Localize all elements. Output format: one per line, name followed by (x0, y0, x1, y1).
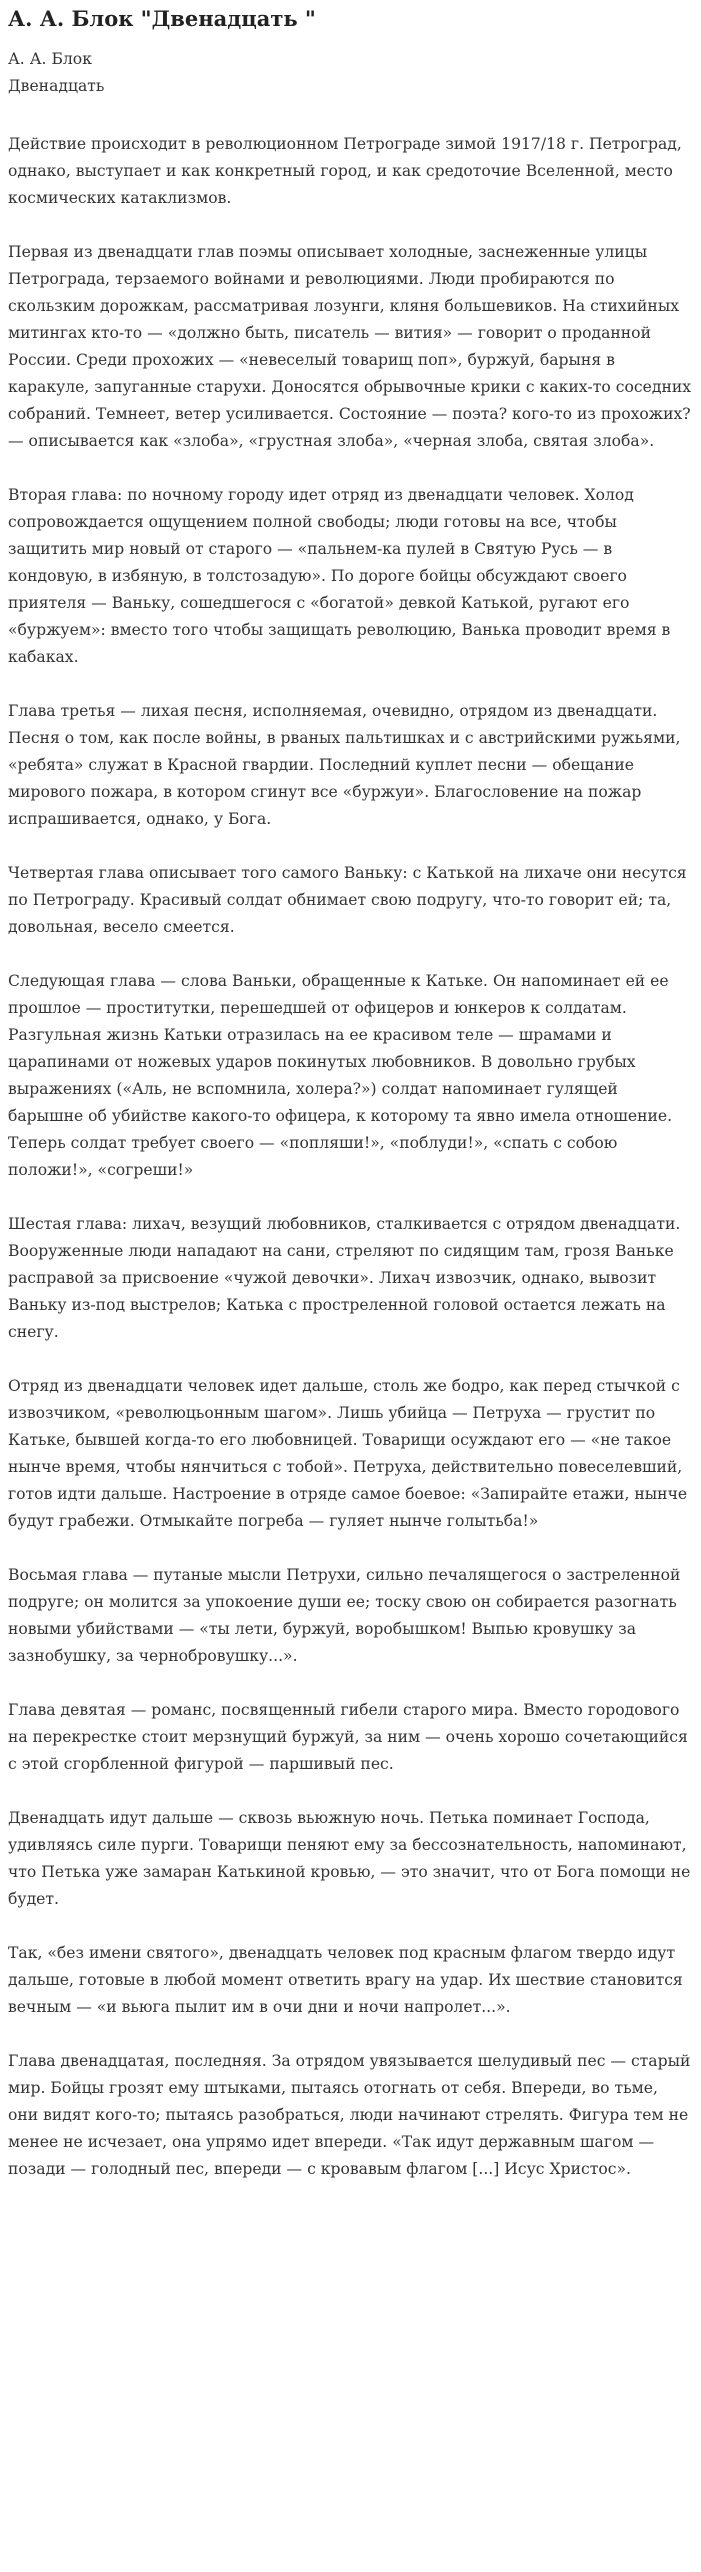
summary-paragraph: Четвертая глава описывает того самого Ваньку: с Катькой на лихаче они несутся по Петрограду. Красивый солдат обнимает свою подругу, что-то говорит ей; та, довольная, весело смеется. (8, 864, 687, 936)
summary-paragraph: Глава девятая — романс, посвященный гибели старого мира. Вместо городового на перекрестке стоит мерзнущий буржуй, за ним — очень хорошо сочетающийся с этой сгорбленной фигурой — паршивый пес. (8, 1701, 688, 1773)
page-title: А. А. Блок "Двенадцать " (8, 6, 316, 31)
summary-paragraph: Следующая глава — слова Ваньки, обращенные к Катьке. Он напоминает ей ее прошлое — проститутки, перешедшей от офицеров и юнкеров к солдатам. Разгульная жизнь Катьки отразилась на ее красивом теле — шрамами и царапинами от ножевых ударов покинутых любовников. В довольно грубых выражениях («Аль, не вспомнила, холера?») солдат напоминает гулящей барышне об убийстве какого-то офицера, к которому та явно имела отношение. Теперь солдат требует своего — «попляши!», «поблуди!», «спать с собою положи!», «согреши!» (8, 972, 673, 1179)
summary-paragraph: Отряд из двенадцати человек идет дальше, столь же бодро, как перед стычкой с извозчиком, «революцьонным шагом». Лишь убийца — Петруха — грустит по Катьке, бывшей когда-то его любовницей. Товарищи осуждают его — «не такое нынче время, чтобы нянчиться с тобой». Петруха, действительно повеселевший, готов идти дальше. Настроение в отряде самое боевое: «Запирайте етажи, нынче будут грабежи. Отмыкайте погреба — гуляет нынче голытьба!» (8, 1377, 688, 1530)
summary-body (8, 131, 693, 2183)
summary-paragraph: Так, «без имени святого», двенадцать человек под красным флагом твердо идут дальше, готовые в любой момент ответить врагу на удар. Их шествие становится вечным — «и вьюга пылит им в очи дни и ночи напролет...». (8, 1944, 683, 2016)
summary-paragraph: Восьмая глава — путаные мысли Петрухи, сильно печалящегося о застреленной подруге; он молится за упокоение души ее; тоску свою он собирается разогнать новыми убийствами — «ты лети, буржуй, воробышком! Выпью кровушку за зазнобушку, за чернобровушку...». (8, 1566, 681, 1665)
author-line: А. А. Блок (8, 50, 92, 68)
summary-paragraph: Двенадцать идут дальше — сквозь вьюжную ночь. Петька поминает Господа, удивляясь силе пурги. Товарищи пеняют ему за бессознательность, напоминают, что Петька уже замаран Катькиной кровью, — это значит, что от Бога помощи не будет. (8, 1809, 691, 1908)
work-title-line: Двенадцать (8, 77, 105, 95)
summary-paragraph: Вторая глава: по ночному городу идет отряд из двенадцати человек. Холод сопровождается ощущением полной свободы; люди готовы на все, чтобы защитить мир новый от старого — «пальнем-ка пулей в Святую Русь — в кондовую, в избяную, в толстозадую». По дороге бойцы обсуждают своего приятеля — Ваньку, сошедшегося с «богатой» девкой Катькой, ругают его «буржуем»: вместо того чтобы защищать революцию, Ванька проводит время в кабаках. (8, 486, 671, 666)
summary-paragraph: Действие происходит в революционном Петрограде зимой 1917/18 г. Петроград, однако, выступает и как конкретный город, и как средоточие Вселенной, место космических катаклизмов. (8, 135, 682, 207)
summary-paragraph: Первая из двенадцати глав поэмы описывает холодные, заснеженные улицы Петрограда, терзаемого войнами и революциями. Люди пробираются по скользким дорожкам, рассматривая лозунги, кляня большевиков. На стихийных митингах кто-то — «должно быть, писатель — вития» — говорит о проданной России. Среди прохожих — «невеселый товарищ поп», буржуй, барыня в каракуле, запуганные старухи. Доносятся обрывочные крики с каких-то соседних собраний. Темнеет, ветер усиливается. Состояние — поэта? кого-то из прохожих? — описывается как «злоба», «грустная злоба», «черная злоба, святая злоба». (8, 243, 692, 450)
summary-paragraph: Шестая глава: лихач, везущий любовников, сталкивается с отрядом двенадцати. Вооруженные люди нападают на сани, стреляют по сидящим там, грозя Ваньке расправой за присвоение «чужой девочки». Лихач извозчик, однако, вывозит Ваньку из-под выстрелов; Катька с простреленной головой остается лежать на снегу. (8, 1215, 681, 1341)
summary-paragraph: Глава двенадцатая, последняя. За отрядом увязывается шелудивый пес — старый мир. Бойцы грозят ему штыками, пытаясь отогнать от себя. Впереди, во тьме, они видят кого-то; пытаясь разобраться, люди начинают стрелять. Фигура тем не менее не исчезает, она упрямо идет впереди. «Так идут державным шагом — позади — голодный пес, впереди — с кровавым флагом [...] Исус Христос». (8, 2052, 691, 2178)
spacer (8, 100, 693, 131)
summary-paragraph: Глава третья — лихая песня, исполняемая, очевидно, отрядом из двенадцати. Песня о том, как после войны, в рваных пальтишках и с австрийскими ружьями, «ребята» служат в Красной гвардии. Последний куплет песни — обещание мирового пожара, в котором сгинут все «буржуи». Благословение на пожар испрашивается, однако, у Бога. (8, 702, 681, 828)
